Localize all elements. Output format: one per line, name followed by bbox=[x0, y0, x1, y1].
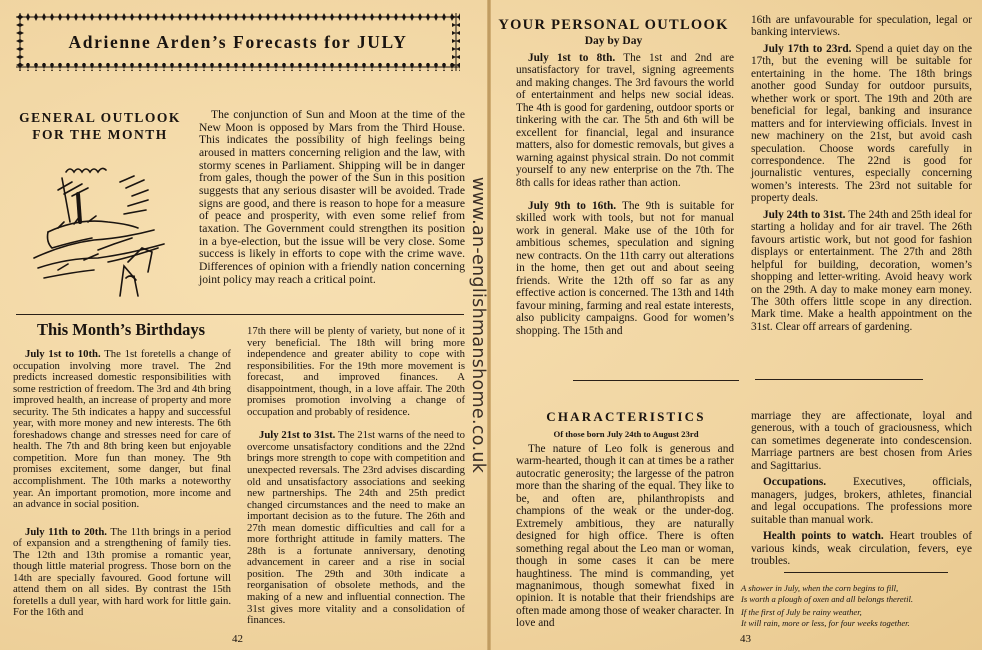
characteristics-text: The nature of Leo folk is generous and warm-hearted, though it can at times be a rather autocratic generosity; the largesse of the patron more than the sharing of the equal. They like to be, and often are, philanthropists and champions of the weak or the under-dog. Extremely ambitious, they are naturally designed for high office. There is often something regal about the Leo man or woman, though in some cases it can be mere haughtiness. The mind is commanding, yet magnanimous, though somewhat fixed in opinion. It is notable that their friendships are often made among those of weaker character. In love and bbox=[516, 443, 734, 630]
characteristics-column-1 bbox=[516, 443, 734, 630]
section-lead: July 1st to 8th. bbox=[528, 52, 616, 64]
section-lead: July 24th to 31st. bbox=[763, 208, 846, 221]
section-divider bbox=[755, 379, 923, 380]
birthdays-column-2 bbox=[247, 326, 465, 627]
verse bbox=[741, 607, 976, 628]
right-page bbox=[491, 0, 982, 650]
heading-line: FOR THE MONTH bbox=[32, 127, 168, 142]
page-title: Adrienne Arden’s Forecasts for JULY bbox=[68, 32, 408, 52]
personal-outlook-column-1 bbox=[516, 52, 734, 337]
outlook-section bbox=[751, 43, 972, 205]
section-text: Heart troubles of various kinds, weak circulation, fevers, eye troubles. bbox=[751, 530, 972, 567]
section-divider bbox=[16, 314, 464, 315]
birthday-section bbox=[13, 527, 231, 619]
section-text: The 9th is suitable for skilled work with tools, but not for manual work in general. Make use of the 10th for ambitious schemes, speculation and signing new contracts. On the 11th carry out alterations in the home, then get out and about seeing friends. Write the 12th off so far as any effective action is concerned. The 13th and 14th favour mining, farming and real estate interests, also publicity campaigns. Good for women’s shopping. The 15th and bbox=[516, 199, 734, 337]
section-lead: July 1st to 10th. bbox=[25, 348, 101, 360]
occupations-paragraph bbox=[751, 476, 972, 526]
health-paragraph bbox=[751, 530, 972, 567]
weather-verses bbox=[741, 583, 976, 631]
heading-line: GENERAL OUTLOOK bbox=[19, 110, 181, 125]
page-number: 42 bbox=[232, 633, 243, 645]
section-text: Spend a quiet day on the 17th, but the evening will be suitable for entertaining in the home. The 18th brings another good Sunday for outdoor pursuits, whether work or sport. The 19th and 20th are beneficial for legal, banking and insurance matters and for interviewing officials. Invest in new machinery on the 21st, but avoid cash speculation. Choose words carefully in correspondence. The 22nd is good for journalistic ventures, especially concerning women’s interests. The 23rd not suitable for property deals. bbox=[751, 42, 972, 205]
birthdays-column-1 bbox=[13, 349, 231, 619]
ship-storm-illustration bbox=[28, 150, 178, 300]
birthday-section bbox=[247, 430, 465, 626]
verse-line: It will rain, more or less, for four weeks together. bbox=[741, 617, 910, 628]
birthday-section bbox=[13, 349, 231, 511]
section-lead: Occupations. bbox=[763, 476, 827, 489]
section-text: The 11th brings in a period of expansion and a strengthening of family ties. The 12th and 13th promise a romantic year, though little material progress. Those born on the 14th are specially favoured. Good fortune will attend them on all sides. By contrast the 15th foretells a dull year, with hard work for little gain. For the 16th and bbox=[13, 525, 232, 619]
watermark-text: www.an-englishmanshome.co.uk bbox=[468, 176, 488, 474]
section-lead: July 17th to 23rd. bbox=[763, 42, 852, 55]
characteristics-heading: CHARACTERISTICS bbox=[546, 409, 706, 424]
section-lead: July 9th to 16th. bbox=[528, 199, 617, 212]
section-lead: Health points to watch. bbox=[763, 530, 884, 543]
title-box bbox=[16, 13, 460, 71]
outlook-section bbox=[751, 209, 972, 334]
personal-outlook-subheading: Day by Day bbox=[584, 35, 643, 47]
general-outlook-heading bbox=[16, 109, 184, 143]
section-text: The 1st and 2nd are unsatisfactory for travel, signing agreements and making changes. The 3rd favours the world of entertainment and helps new social ideas. The 4th is good for gardening, outdoor sports or tinkering with the car. The 5th and 6th will be excellent for financial, legal and insurance matters, also for domestic removals, but gives a warning against physical strain. Do not commit yourself to any new enterprise on the 7th. The 8th calls for ideas rather than action. bbox=[516, 52, 734, 189]
personal-outlook-heading: YOUR PERSONAL OUTLOOK bbox=[498, 17, 729, 33]
characteristics-subheading: Of those born July 24th to August 23rd bbox=[553, 429, 699, 439]
section-lead: July 21st to 31st. bbox=[259, 429, 336, 442]
section-lead: July 11th to 20th. bbox=[25, 525, 107, 538]
general-outlook-text: The conjunction of Sun and Moon at the time of the New Moon is opposed by Mars from the Third House. This indicates the possibility of high feelings being aroused in matters concerning religion and the law, with stormy scenes in Parliament. Shipping will be in danger from gales, though the power of the Sun in this position suggests that any serious disaster will be avoided. Trade signs are good, and there is reason to hope for a measure of peace and prosperity, with even some relief from taxation. The Government could strengthen its position in a bye-election, but the issue will be very close. Some success is likely in efforts to cope with the crime wave. Differences of opinion with a friendly nation concerning joint policy may reach a critical point. bbox=[199, 108, 465, 286]
outlook-section bbox=[516, 200, 734, 337]
personal-outlook-column-2 bbox=[751, 14, 972, 333]
section-divider bbox=[784, 572, 948, 573]
page-number: 43 bbox=[740, 633, 751, 645]
section-divider bbox=[573, 380, 739, 381]
characteristics-column-2 bbox=[751, 410, 972, 567]
outlook-section-continued: 16th are unfavourable for speculation, legal or banking interviews. bbox=[751, 14, 972, 39]
section-text: Executives, officials, managers, judges, brokers, athletes, financial and legal occupations. The professions more suitable than manual work. bbox=[751, 476, 972, 526]
verse-line: A shower in July, when the corn begins to fill, bbox=[741, 583, 899, 593]
outlook-section bbox=[516, 52, 734, 189]
left-page bbox=[0, 0, 487, 650]
birthday-section-continued: 17th there will be plenty of variety, but none of it very beneficial. The 18th will bring more independence and greater ability to cope with responsibilities. For the 19th more movement is forecast, and improved finances. A disappointment, though, in a love affair. The 20th promises promotion involving a change of occupation and probably of residence. bbox=[247, 325, 465, 418]
section-text: The 1st foretells a change of occupation involving more travel. The 2nd predicts increased domestic responsibilities with some restriction of freedom. The 3rd and 4th bring improved health, an increase of property and more security. The 5th indicates a happy and successful year, with more money and new interests. The 6th foreshadows change and stresses need for care of health. The 7th and 8th bring keen but enjoyable competition. More fun than money. The 9th promises excitement, some danger, but final accomplishment. The 10th marks a noteworthy year. An important promotion, more income and an advance in social position. bbox=[13, 348, 231, 511]
section-text: The 21st warns of the need to overcome unsatisfactory conditions and the 22nd brings more strength to cope with competition and unexpected reversals. The 23rd advises discarding old and unsatisfactory associations and seeking new partnerships. The 24th and 25th predict changed circumstances and the need to make an important decision as to the future. The 26th and 27th mean domestic difficulties and call for a more forthright attitude in family matters. The 28th is a fortunate anniversary, denoting advancement in career and a rise in social position. The 29th and 30th indicate a reorganisation of obsolete methods, and the making of a new and influential connection. The 31st gives more vitality and a consolidation of finances. bbox=[247, 429, 465, 627]
section-text: The 24th and 25th ideal for starting a holiday and for air travel. The 26th favours artistic work, but not good for fashion displays or entertainment. The 27th and 28th helpful for building, decoration, women’s shopping and letter-writing. Avoid heavy work on the 29th. A day to make money earn money. The 30th offers little scope in any direction. Mark time. Make a health appointment on the 31st. Clear off arrears of gardening. bbox=[751, 208, 972, 333]
verse-line: Is worth a plough of oxen and all belongs theretil. bbox=[741, 593, 914, 604]
verse bbox=[741, 583, 976, 604]
birthdays-heading: This Month’s Birthdays bbox=[36, 320, 206, 339]
characteristics-continued: marriage they are affectionate, loyal and generous, with a touch of graciousness, which can sometimes degenerate into condescension. Marriage partners are best chosen from Aries and Sagittarius. bbox=[751, 410, 972, 472]
verse-line: If the first of July be rainy weather, bbox=[741, 607, 862, 617]
